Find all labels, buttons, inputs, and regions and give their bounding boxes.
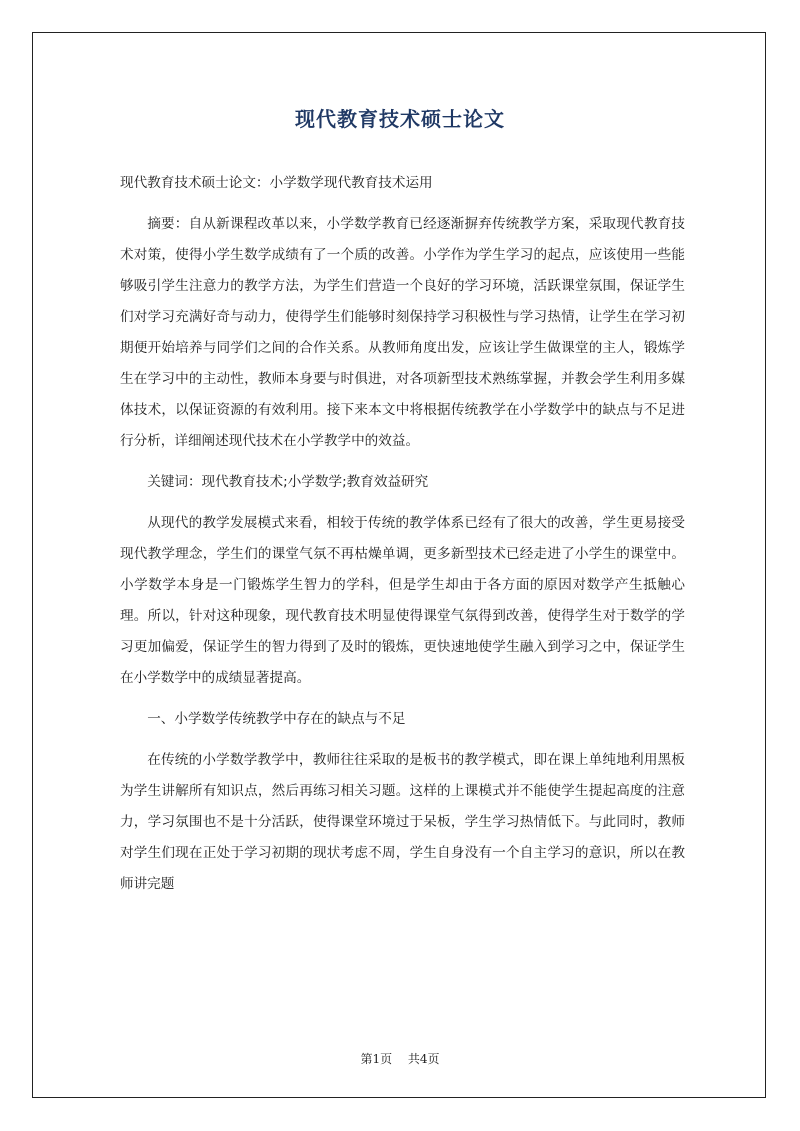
document-body — [120, 168, 685, 910]
document-title: 现代教育技术硕士论文 — [295, 107, 505, 131]
page-number: 第1页 — [360, 1052, 393, 1066]
intro-paragraph: 从现代的教学发展模式来看，相较于传统的教学体系已经有了很大的改善，学生更易接受现代教学理念，学生们的课堂气氛不再枯燥单调，更多新型技术已经走进了小学生的课堂中。小学数学本身是一门锻炼学生智力的学科，但是学生却由于各方面的原因对数学产生抵触心理。所以，针对这种现象，现代教育技术明显使得课堂气氛得到改善，使得学生对于数学的学习更加偏爱，保证学生的智力得到了及时的锻炼，更快速地使学生融入到学习之中，保证学生在小学数学中的成绩显著提高。 — [120, 515, 685, 686]
page-total: 共4页 — [407, 1052, 440, 1066]
abstract-paragraph: 摘要：自从新课程改革以来，小学数学教育已经逐渐摒弃传统教学方案，采取现代教育技术对策，使得小学生数学成绩有了一个质的改善。小学作为学生学习的起点，应该使用一些能够吸引学生注意力的教学方法，为学生们营造一个良好的学习环境，活跃课堂氛围，保证学生们对学习充满好奇与动力，使得学生们能够时刻保持学习积极性与学习热情，让学生在学习初期便开始培养与同学们之间的合作关系。从教师角度出发，应该让学生做课堂的主人，锻炼学生在学习中的主动性，教师本身要与时俱进，对各项新型技术熟练掌握，并教会学生利用多媒体技术，以保证资源的有效利用。接下来本文中将根据传统教学在小学数学中的缺点与不足进行分析，详细阐述现代技术在小学教学中的效益。 — [120, 216, 685, 449]
document-subtitle: 现代教育技术硕士论文：小学数学现代教育技术运用 — [120, 175, 433, 191]
keywords-paragraph: 关键词：现代教育技术;小学数学;教育效益研究 — [147, 474, 429, 490]
section-heading: 一、小学数学传统教学中存在的缺点与不足 — [147, 711, 406, 727]
section-paragraph: 在传统的小学数学教学中，教师往往采取的是板书的教学模式，即在课上单纯地利用黑板为学生讲解所有知识点，然后再练习相关习题。这样的上课模式并不能使学生提起高度的注意力，学习氛围也不是十分活跃，使得课堂环境过于呆板，学生学习热情低下。与此同时，教师对学生们现在正处于学习初期的现状考虑不周，学生自身没有一个自主学习的意识，所以在教师讲完题 — [120, 752, 685, 892]
page-footer — [0, 1050, 800, 1068]
